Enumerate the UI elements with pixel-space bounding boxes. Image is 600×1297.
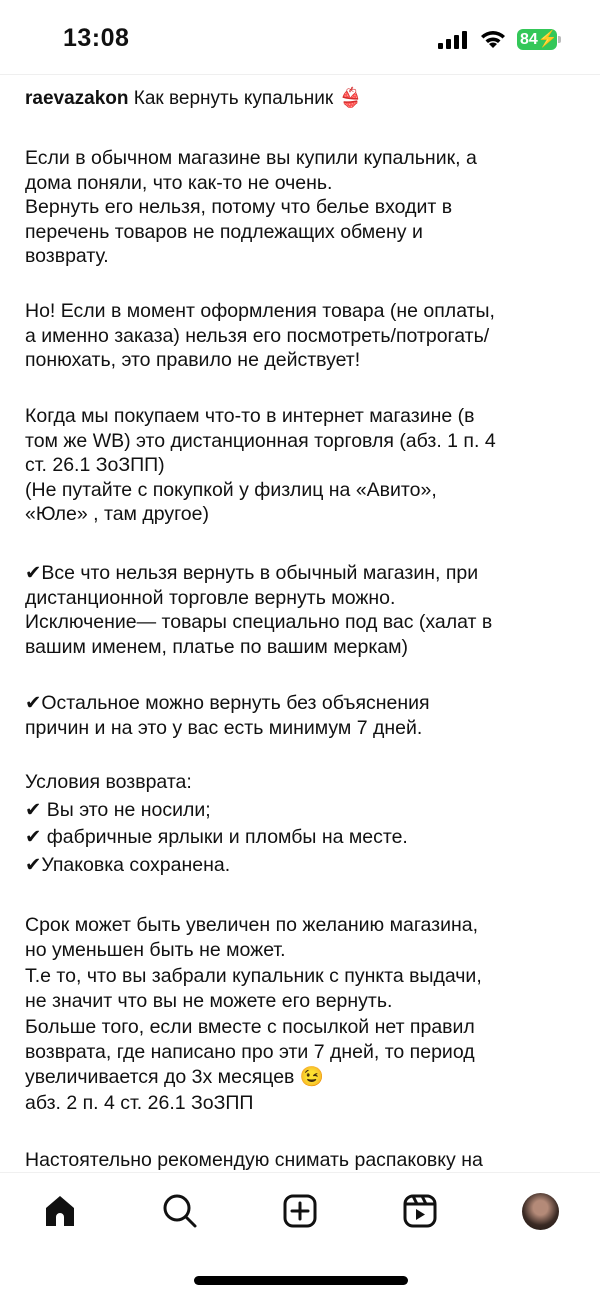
caption-line: дистанционной торговле вернуть можно. bbox=[25, 586, 396, 609]
home-indicator[interactable] bbox=[194, 1276, 408, 1285]
caption-paragraph bbox=[25, 913, 585, 1116]
battery-indicator: 84⚡ bbox=[517, 29, 557, 50]
caption-line: вашим именем, платье по вашим меркам) bbox=[25, 635, 409, 658]
username-link[interactable]: raevazakon bbox=[25, 88, 129, 109]
caption-line: том же WB) это дистанционная торговля (абз. 1 п. 4 bbox=[25, 429, 496, 452]
wifi-icon bbox=[479, 29, 507, 49]
caption-line: Когда мы покупаем что-то в интернет магазине (в bbox=[25, 405, 475, 427]
caption-paragraph bbox=[25, 404, 585, 527]
caption-line: (Не путайте с покупкой у физлиц на «Авито», bbox=[25, 478, 437, 501]
nav-home[interactable] bbox=[40, 1191, 80, 1231]
caption-line: Т.е то, что вы забрали купальник с пункта выдачи, bbox=[25, 964, 482, 987]
caption-line: Вернуть его нельзя, потому что белье входит в bbox=[25, 196, 453, 218]
battery-level: 84 bbox=[520, 31, 538, 48]
caption-line: абз. 2 п. 4 ст. 26.1 ЗоЗПП bbox=[25, 1091, 254, 1114]
nav-profile[interactable] bbox=[520, 1191, 560, 1231]
clock: 13:08 bbox=[63, 24, 130, 52]
caption-line: Исключение— товары специально под вас (халат в bbox=[25, 611, 493, 633]
post-caption-header bbox=[25, 86, 362, 110]
caption-line: Настоятельно рекомендую снимать распаковку на bbox=[25, 1149, 483, 1171]
search-icon bbox=[162, 1193, 198, 1229]
caption-line: ст. 26.1 ЗоЗПП) bbox=[25, 454, 165, 476]
caption-line: Срок может быть увеличен по желанию магазина, bbox=[25, 914, 479, 936]
caption-line: возврату. bbox=[25, 245, 109, 267]
caption-line: Но! Если в момент оформления товара (не оплаты, bbox=[25, 300, 495, 322]
caption-line: ✔Остальное можно вернуть без объяснения bbox=[25, 692, 430, 714]
caption-paragraph bbox=[25, 146, 585, 269]
caption-paragraph bbox=[25, 299, 585, 373]
caption-line: ✔ Вы это не носили; bbox=[25, 798, 211, 821]
caption-line: возврата, где написано про эти 7 дней, то период bbox=[25, 1041, 475, 1064]
profile-avatar bbox=[522, 1193, 559, 1230]
caption-paragraph bbox=[25, 561, 585, 659]
caption-line: Если в обычном магазине вы купили купальник, а bbox=[25, 147, 477, 169]
caption-line: ✔Все что нельзя вернуть в обычный магазин, при bbox=[25, 562, 479, 584]
home-icon bbox=[42, 1193, 78, 1229]
caption-line: понюхать, это правило не действует! bbox=[25, 349, 361, 371]
create-icon bbox=[282, 1193, 318, 1229]
nav-create[interactable] bbox=[280, 1191, 320, 1231]
caption-paragraph bbox=[25, 1148, 585, 1173]
caption-line: ✔ фабричные ярлыки и пломбы на месте. bbox=[25, 826, 408, 848]
caption-paragraph bbox=[25, 691, 585, 740]
caption-line: ✔Упаковка сохранена. bbox=[25, 853, 231, 876]
status-bar bbox=[0, 0, 600, 75]
caption-line: перечень товаров не подлежащих обмену и bbox=[25, 220, 423, 243]
caption-line: Условия возврата: bbox=[25, 771, 192, 793]
caption-line: увеличивается до 3х месяцев 😉 bbox=[25, 1066, 325, 1089]
post-title: Как вернуть купальник 👙 bbox=[133, 88, 363, 109]
nav-search[interactable] bbox=[160, 1191, 200, 1231]
caption-paragraph bbox=[25, 769, 585, 879]
caption-line: причин и на это у вас есть минимум 7 дней. bbox=[25, 716, 423, 739]
caption-line: не значит что вы не можете его вернуть. bbox=[25, 990, 393, 1013]
caption-line: но уменьшен быть не может. bbox=[25, 939, 286, 962]
caption-line: а именно заказа) нельзя его посмотреть/потрогать/ bbox=[25, 324, 490, 347]
signal-icon bbox=[438, 31, 468, 49]
caption-line: Больше того, если вместе с посылкой нет правил bbox=[25, 1015, 475, 1038]
caption-line: дома поняли, что как-то не очень. bbox=[25, 171, 333, 194]
nav-reels[interactable] bbox=[400, 1191, 440, 1231]
caption-line: «Юле» , там другое) bbox=[25, 503, 209, 525]
reels-icon bbox=[402, 1193, 438, 1229]
